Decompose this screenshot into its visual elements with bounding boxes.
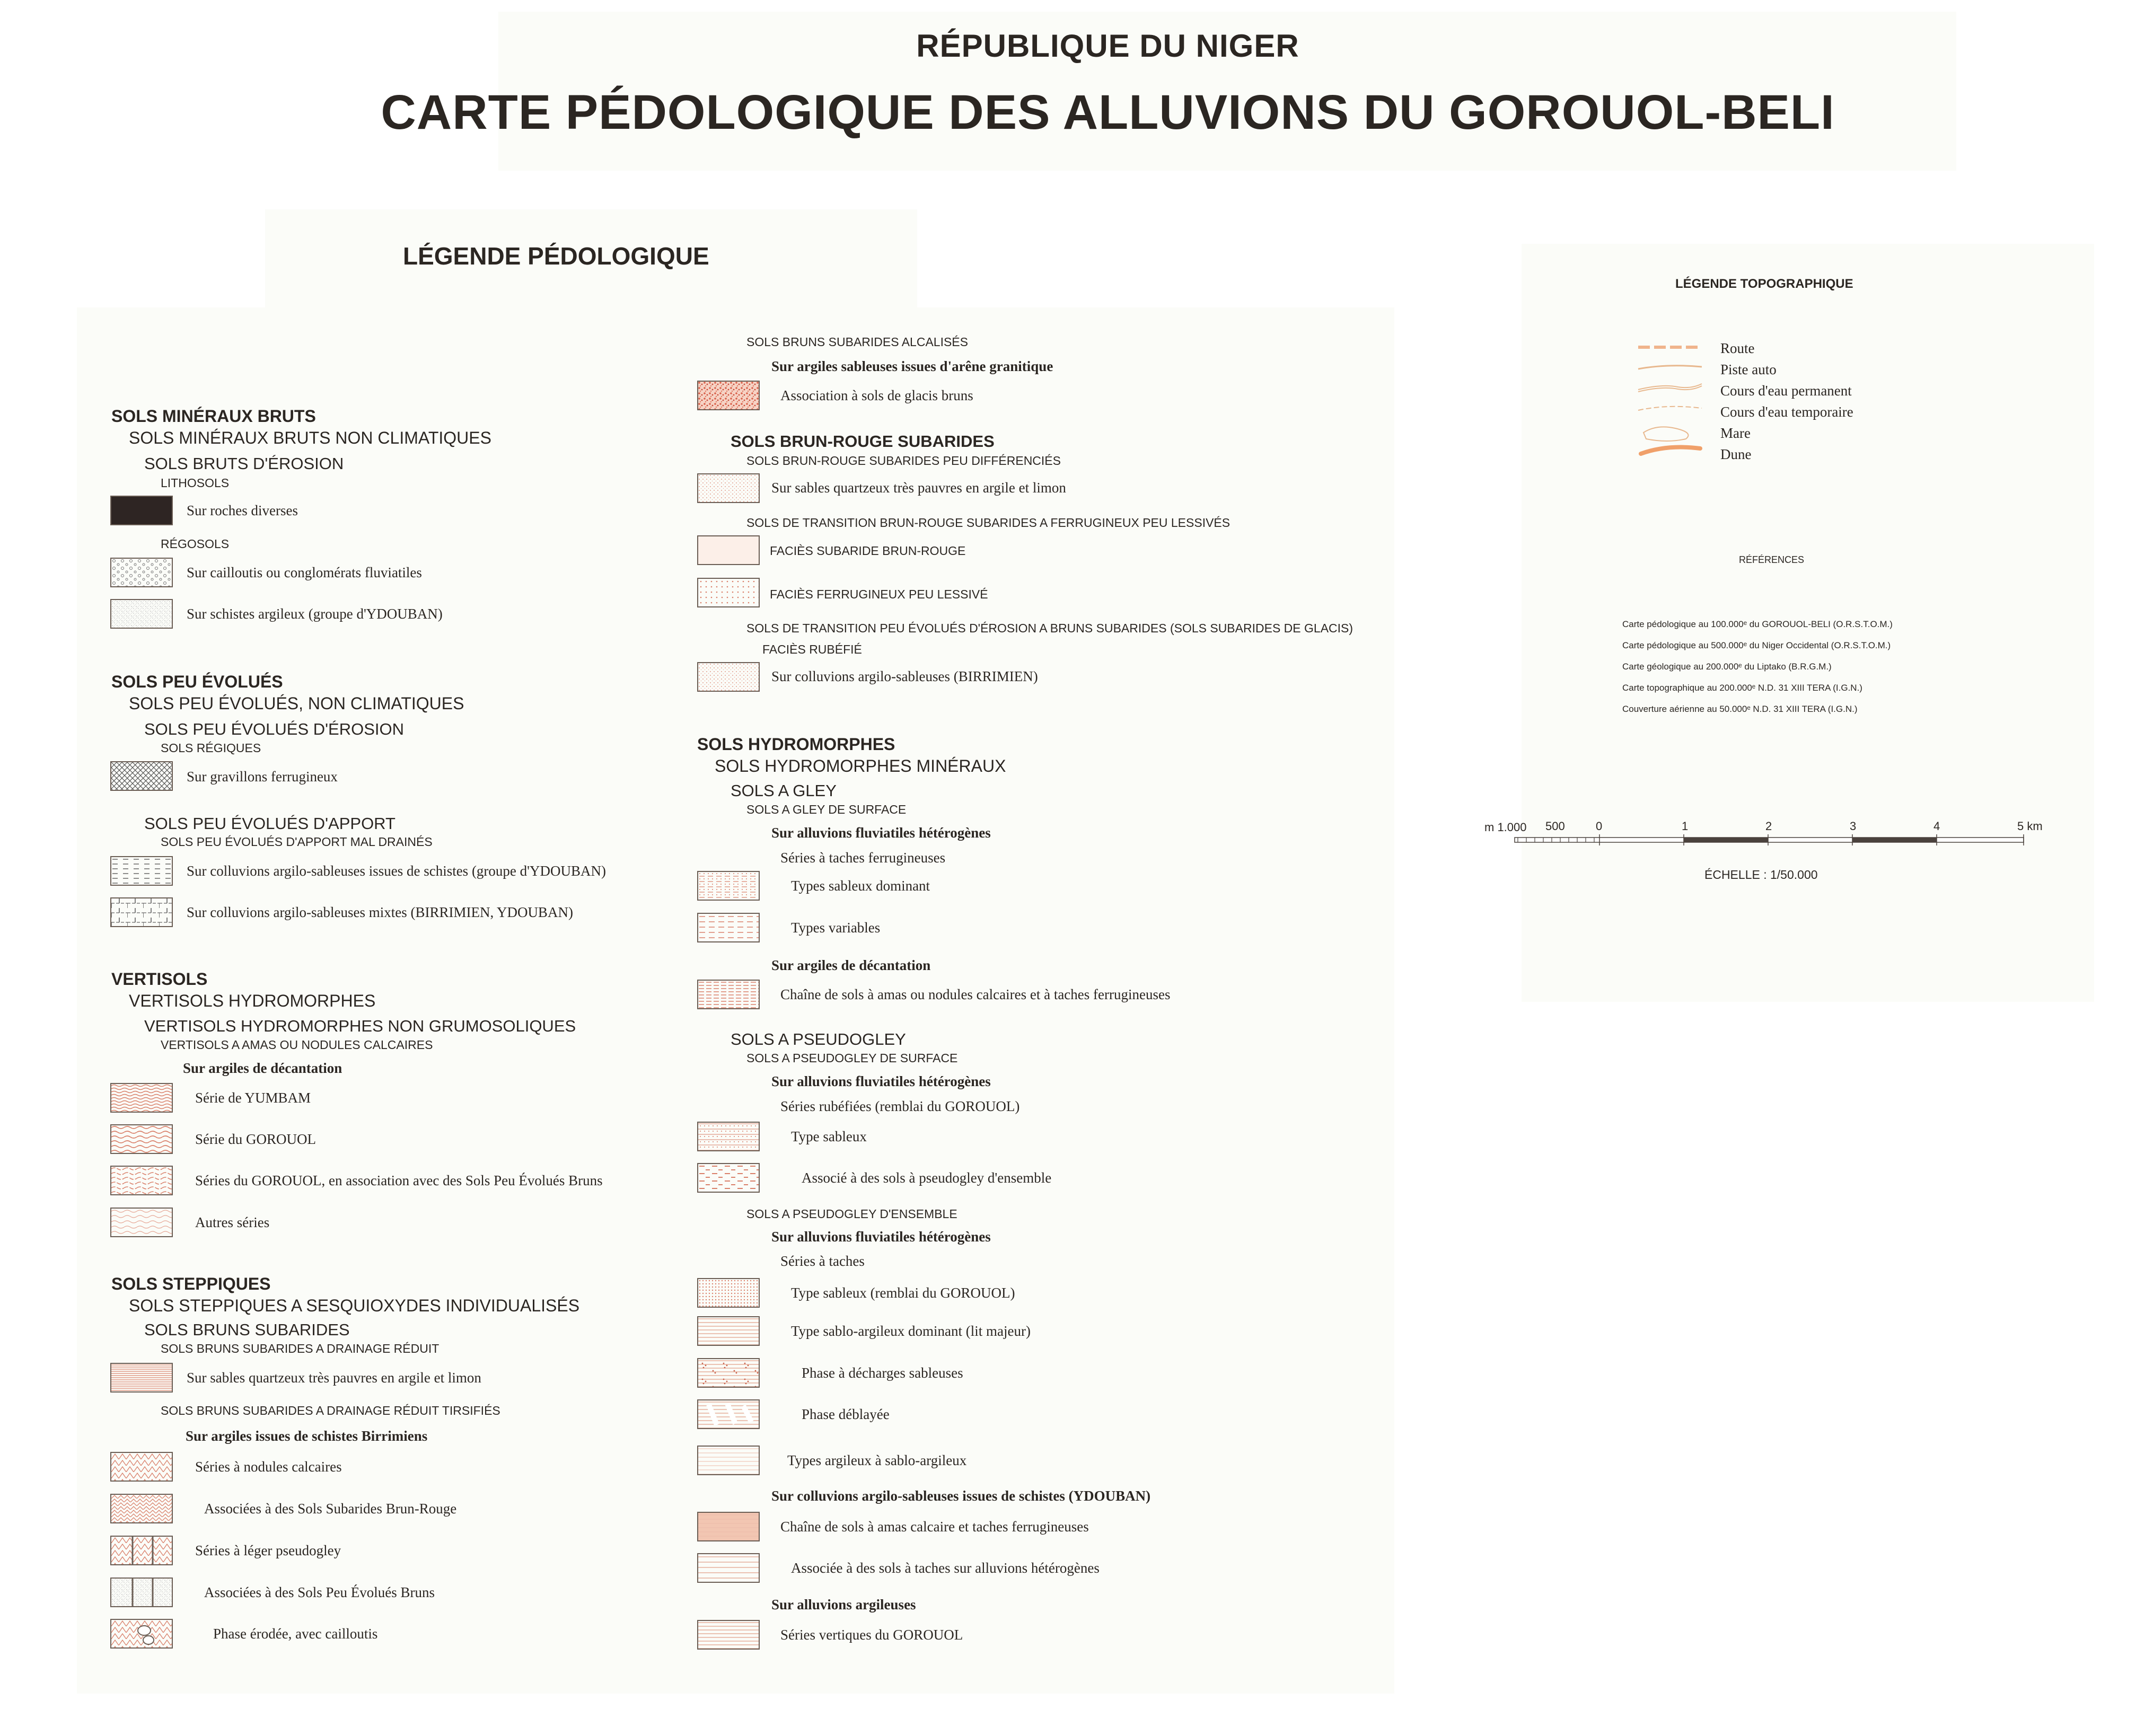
legend-label: Phase déblayée (802, 1406, 890, 1422)
legend-swatch (697, 473, 760, 503)
legend-label: Phase érodée, avec cailloutis (213, 1626, 378, 1642)
topo-item-permanent-stream: Cours d'eau permanent (1720, 383, 1852, 399)
legend-swatch (697, 913, 760, 942)
legend-swatch (110, 1124, 173, 1154)
reference-item: Carte pédologique au 100.000ᵉ du GOROUOL-BELI (O.R.S.T.O.M.) (1622, 619, 1893, 629)
legend-swatch (697, 535, 760, 565)
legend-swatch (110, 1578, 173, 1607)
group-name: SOLS A PSEUDOGLEY D'ENSEMBLE (746, 1207, 957, 1221)
legend-label: Association à sols de glacis bruns (780, 387, 973, 403)
references-title: RÉFÉRENCES (1739, 554, 1805, 565)
substrate-heading: Sur argiles de décantation (771, 957, 931, 973)
pond-symbol (1643, 427, 1689, 441)
reference-item: Carte pédologique au 500.000ᵉ du Niger Occidental (O.R.S.T.O.M.) (1622, 640, 1891, 650)
group-heading: VERTISOLS (111, 970, 208, 989)
group-name: SOLS BRUNS SUBARIDES A DRAINAGE RÉDUIT TIRSIFIÉS (161, 1404, 500, 1417)
class-heading: SOLS STEPPIQUES A SESQUIOXYDES INDIVIDUALISÉS (129, 1296, 580, 1315)
legend-label: Séries du GOROUOL, en association avec des Sols Peu Évolués Bruns (195, 1173, 603, 1188)
legend-swatch (697, 578, 760, 607)
legend-label: FACIÈS SUBARIDE BRUN-ROUGE (770, 544, 966, 558)
subclass-heading: SOLS PEU ÉVOLUÉS D'ÉROSION (144, 720, 405, 738)
legend-label: Associée à des sols à taches sur alluvions hétérogènes (791, 1560, 1100, 1576)
scale-label: 4 (1933, 819, 1940, 833)
class-heading: SOLS HYDROMORPHES MINÉRAUX (715, 756, 1006, 776)
reference-item: Carte géologique au 200.000ᵉ du Liptako (B.R.G.M.) (1622, 662, 1832, 672)
substrate-heading: Sur alluvions fluviatiles hétérogènes (771, 825, 991, 841)
group-heading: SOLS MINÉRAUX BRUTS (111, 407, 316, 426)
subclass-heading: SOLS PEU ÉVOLUÉS D'APPORT (144, 814, 395, 833)
map-title: CARTE PÉDOLOGIQUE DES ALLUVIONS DU GOROUOL-BELI (381, 85, 1835, 139)
legend-label: Sur gravillons ferrugineux (187, 769, 338, 785)
substrate-heading: Sur argiles issues de schistes Birrimiens (186, 1428, 428, 1444)
scale-label: 3 (1850, 819, 1857, 833)
class-heading: VERTISOLS HYDROMORPHES (129, 991, 376, 1010)
legend-label: Sur colluvions argilo-sableuses mixtes (BIRRIMIEN, YDOUBAN) (187, 904, 573, 920)
group-name: FACIÈS RUBÉFIÉ (762, 642, 862, 656)
country-title: RÉPUBLIQUE DU NIGER (916, 28, 1299, 64)
legend-swatch (110, 897, 173, 927)
topo-item-road: Route (1720, 340, 1755, 356)
class-heading: SOLS MINÉRAUX BRUTS NON CLIMATIQUES (129, 428, 491, 447)
legend-swatch (697, 1278, 760, 1308)
legend-swatch (697, 980, 760, 1009)
group-heading: SOLS PEU ÉVOLUÉS (111, 672, 283, 691)
legend-swatch (110, 1166, 173, 1195)
topo-legend-title: LÉGENDE TOPOGRAPHIQUE (1675, 277, 1853, 291)
group-heading: SOLS STEPPIQUES (111, 1274, 271, 1293)
group-name: LITHOSOLS (161, 476, 230, 490)
dune-symbol (1641, 447, 1700, 454)
substrate-heading: Sur alluvions argileuses (771, 1597, 916, 1612)
group-heading: SOLS HYDROMORPHES (697, 735, 895, 754)
legend-label: Autres séries (195, 1214, 270, 1230)
legend-swatch (110, 856, 173, 886)
scale-label: 0 (1596, 819, 1603, 833)
topo-item-pond: Mare (1720, 425, 1751, 441)
topo-item-temporary-stream: Cours d'eau temporaire (1720, 404, 1853, 420)
legend-swatch (110, 1619, 173, 1649)
substrate-heading: Sur alluvions fluviatiles hétérogènes (771, 1073, 991, 1089)
legend-label: Série du GOROUOL (195, 1131, 316, 1147)
class-heading: SOLS PEU ÉVOLUÉS, NON CLIMATIQUES (129, 694, 464, 713)
topo-item-track: Piste auto (1720, 362, 1777, 377)
legend-label: Type sablo-argileux dominant (lit majeur) (791, 1323, 1031, 1339)
series-label: Séries à taches (780, 1253, 865, 1269)
group-name: SOLS RÉGIQUES (161, 741, 261, 755)
subclass-heading: SOLS A PSEUDOGLEY (731, 1030, 906, 1048)
legend-swatch (110, 558, 173, 587)
substrate-heading: Sur argiles de décantation (183, 1060, 342, 1076)
group-name: SOLS BRUN-ROUGE SUBARIDES PEU DIFFÉRENCIÉS (746, 454, 1061, 468)
legend-swatch (697, 1122, 760, 1151)
scale-label: 5 km (2017, 819, 2043, 833)
legend-swatch (697, 1399, 760, 1429)
substrate-heading: Sur alluvions fluviatiles hétérogènes (771, 1229, 991, 1245)
subclass-heading: VERTISOLS HYDROMORPHES NON GRUMOSOLIQUES (144, 1017, 576, 1035)
legend-swatch (110, 1083, 173, 1113)
legend-label: Sur sables quartzeux très pauvres en argile et limon (187, 1370, 481, 1386)
legend-swatch (697, 1163, 760, 1193)
group-name: SOLS A GLEY DE SURFACE (746, 803, 907, 816)
legend-label: Sur roches diverses (187, 503, 298, 518)
legend-label: Phase à décharges sableuses (802, 1365, 963, 1381)
series-label: Séries rubéfiées (remblai du GOROUOL) (780, 1098, 1020, 1114)
legend-label: Séries à léger pseudogley (195, 1543, 341, 1558)
subclass-heading: SOLS A GLEY (731, 781, 837, 800)
group-name: SOLS PEU ÉVOLUÉS D'APPORT MAL DRAINÉS (161, 835, 433, 849)
legend-swatch (697, 1446, 760, 1475)
subclass-heading: SOLS BRUNS SUBARIDES (144, 1320, 350, 1339)
topo-symbols (1636, 339, 1704, 461)
group-name: RÉGOSOLS (161, 537, 230, 551)
legend-swatch (110, 1536, 173, 1565)
scale-label: 500 (1545, 819, 1565, 833)
legend-label: Sur cailloutis ou conglomérats fluviatiles (187, 565, 422, 580)
legend-swatch (697, 381, 760, 410)
legend-label: Sur schistes argileux (groupe d'YDOUBAN) (187, 606, 443, 622)
legend-label: Sur colluvions argilo-sableuses issues de schistes (groupe d'YDOUBAN) (187, 863, 606, 879)
temporary-stream-symbol (1638, 407, 1702, 410)
legend-label: Chaîne de sols à amas ou nodules calcaires et à taches ferrugineuses (780, 986, 1171, 1002)
legend-swatch (110, 599, 173, 629)
legend-label: Types argileux à sablo-argileux (787, 1452, 967, 1468)
group-name: SOLS DE TRANSITION BRUN-ROUGE SUBARIDES A FERRUGINEUX PEU LESSIVÉS (746, 516, 1230, 530)
scale-label: 1 (1682, 819, 1689, 833)
series-label: Séries à taches ferrugineuses (780, 850, 946, 866)
group-name: SOLS A PSEUDOGLEY DE SURFACE (746, 1051, 958, 1065)
group-name: VERTISOLS A AMAS OU NODULES CALCAIRES (161, 1038, 433, 1052)
legend-swatch (697, 1358, 760, 1388)
scale-text: ÉCHELLE : 1/50.000 (1704, 868, 1818, 882)
substrate-heading: Sur colluvions argilo-sableuses issues de schistes (YDOUBAN) (771, 1488, 1151, 1504)
legend-label: Sur sables quartzeux très pauvres en argile et limon (771, 480, 1066, 496)
legend-swatch (110, 1208, 173, 1237)
legend-swatch (697, 1553, 760, 1583)
legend-swatch (110, 496, 173, 525)
legend-swatch (697, 1620, 760, 1650)
legend-label: Chaîne de sols à amas calcaire et taches ferrugineuses (780, 1519, 1089, 1535)
legend-swatch (110, 1363, 173, 1393)
reference-item: Carte topographique au 200.000ᵉ N.D. 31 XIII TERA (I.G.N.) (1622, 683, 1862, 693)
group-name: SOLS DE TRANSITION PEU ÉVOLUÉS D'ÉROSION A BRUNS SUBARIDES (SOLS SUBARIDES DE GLACIS) (746, 621, 1353, 635)
legend-swatch (110, 1494, 173, 1523)
legend-label: Série de YUMBAM (195, 1090, 311, 1106)
legend-label: Sur colluvions argilo-sableuses (BIRRIMIEN) (771, 668, 1038, 684)
legend-swatch (110, 1452, 173, 1482)
subclass-heading: SOLS BRUN-ROUGE SUBARIDES (731, 432, 995, 451)
legend-swatch (697, 662, 760, 692)
group-name: SOLS BRUNS SUBARIDES A DRAINAGE RÉDUIT (161, 1342, 439, 1355)
legend-swatch (697, 871, 760, 901)
scale-label: 2 (1765, 819, 1772, 833)
group-name: SOLS BRUNS SUBARIDES ALCALISÉS (746, 335, 968, 349)
substrate-heading: Sur argiles sableuses issues d'arêne granitique (771, 358, 1053, 374)
legend-label: Séries à nodules calcaires (195, 1459, 342, 1475)
scale-label: m 1.000 (1484, 821, 1527, 834)
legend-label: FACIÈS FERRUGINEUX PEU LESSIVÉ (770, 587, 988, 601)
track-symbol (1638, 366, 1702, 369)
legend-swatch (110, 761, 173, 791)
legend-swatch (697, 1512, 760, 1541)
legend-label: Associées à des Sols Peu Évolués Bruns (204, 1584, 435, 1600)
legend-label: Séries vertiques du GOROUOL (780, 1627, 963, 1643)
legend-label: Associé à des sols à pseudogley d'ensemble (802, 1170, 1052, 1186)
legend-title: LÉGENDE PÉDOLOGIQUE (403, 242, 709, 270)
legend-label: Types sableux dominant (791, 878, 930, 894)
legend-label: Types variables (791, 920, 881, 936)
legend-label: Type sableux (remblai du GOROUOL) (791, 1285, 1015, 1301)
subclass-heading: SOLS BRUTS D'ÉROSION (144, 454, 344, 473)
reference-item: Couverture aérienne au 50.000ᵉ N.D. 31 XIII TERA (I.G.N.) (1622, 704, 1858, 714)
topo-item-dune: Dune (1720, 446, 1752, 462)
legend-label: Associées à des Sols Subarides Brun-Rouge (204, 1501, 457, 1517)
scale-graphic (1514, 832, 2033, 848)
legend-swatch (697, 1316, 760, 1346)
legend-label: Type sableux (791, 1129, 867, 1144)
